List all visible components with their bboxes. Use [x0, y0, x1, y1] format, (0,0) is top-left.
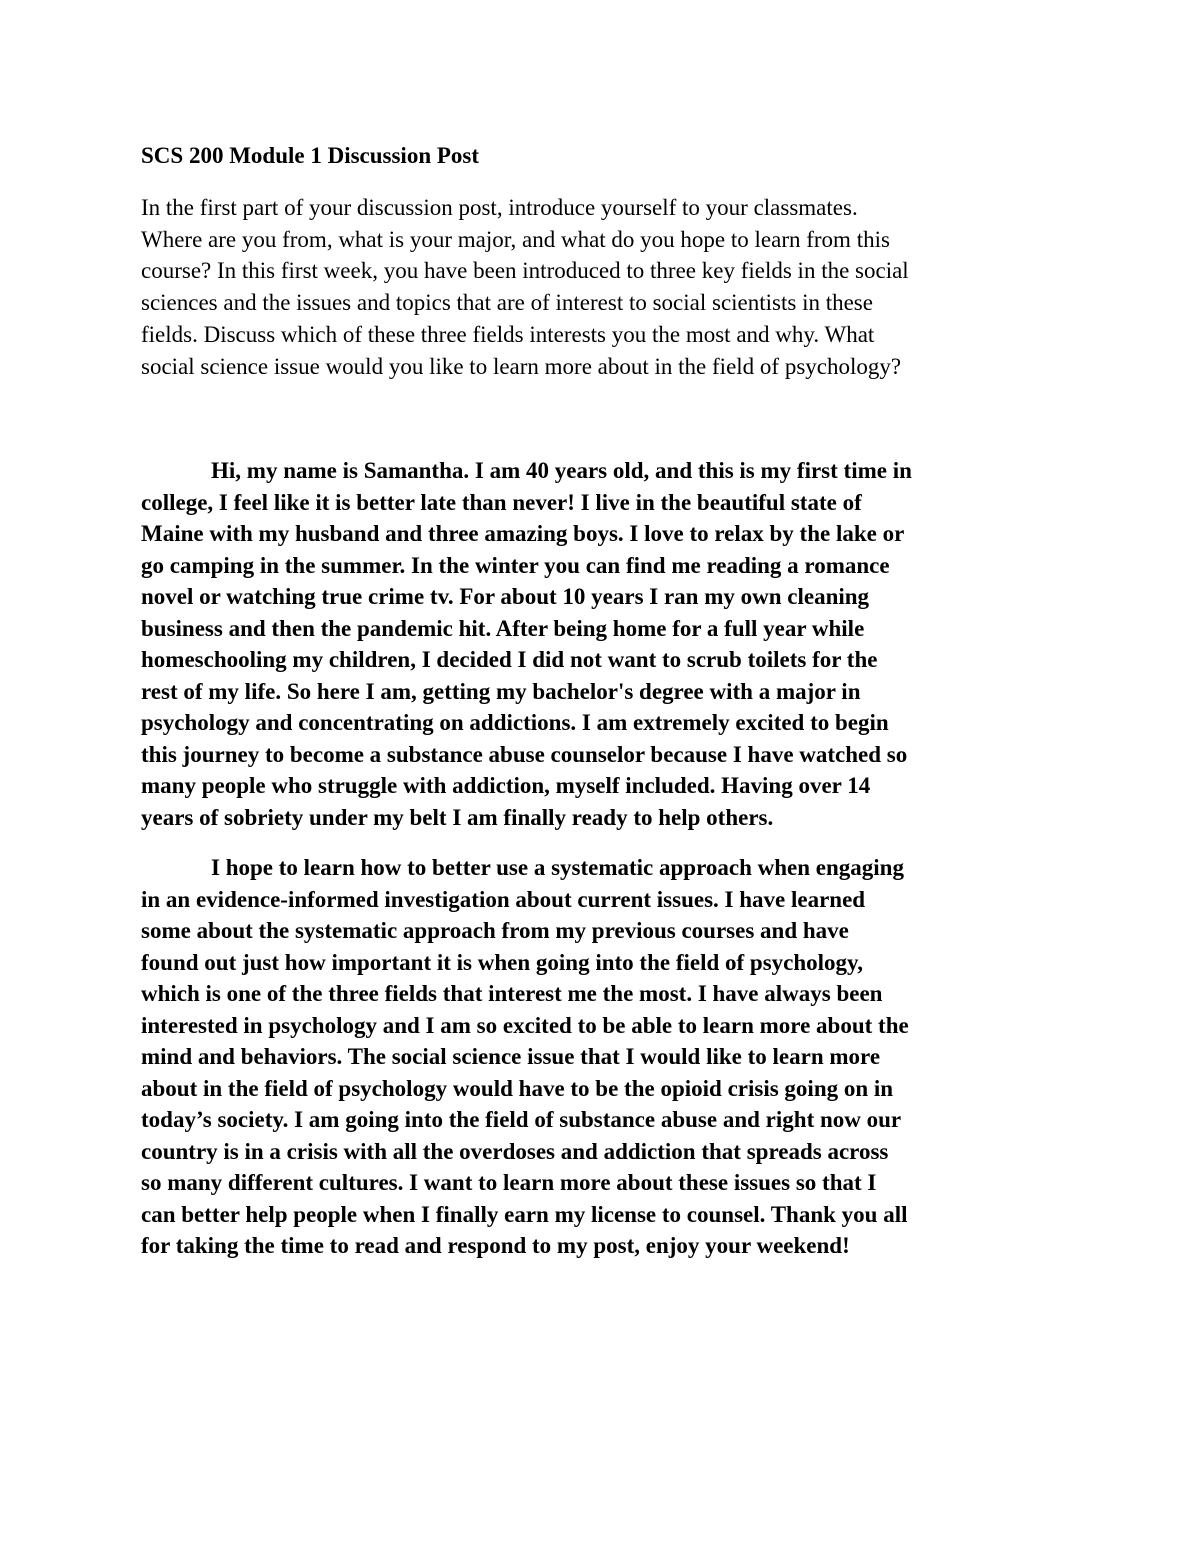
- response-line: some about the systematic approach from my previous courses and have: [141, 918, 849, 944]
- response-line: found out just how important it is when going into the field of psychology,: [141, 949, 864, 975]
- response-line: [141, 455, 1061, 487]
- response-line: in an evidence-informed investigation about current issues. I have learned: [141, 886, 866, 912]
- response-line: rest of my life. So here I am, getting my bachelor's degree with a major in: [141, 678, 861, 704]
- response-line: can better help people when I finally earn my license to counsel. Thank you all: [141, 1201, 908, 1227]
- prompt-line: fields. Discuss which of these three fields interests you the most and why. What: [141, 321, 875, 347]
- response-line: many people who struggle with addiction, myself included. Having over 14: [141, 773, 871, 799]
- response-line: about in the field of psychology would have to be the opioid crisis going on in: [141, 1075, 894, 1101]
- prompt-line: sciences and the issues and topics that are of interest to social scientists in these: [141, 290, 873, 316]
- response-line: which is one of the three fields that interest me the most. I have always been: [141, 981, 883, 1007]
- prompt-line: Where are you from, what is your major, and what do you hope to learn from this: [141, 226, 890, 252]
- discussion-prompt: [141, 192, 1061, 382]
- document-title: SCS 200 Module 1 Discussion Post: [141, 143, 480, 168]
- response-paragraph-introduction: [141, 455, 1061, 833]
- response-line: years of sobriety under my belt I am finally ready to help others.: [141, 804, 774, 830]
- response-line: psychology and concentrating on addictions. I am extremely excited to begin: [141, 710, 889, 736]
- prompt-line: In the first part of your discussion post, introduce yourself to your classmates.: [141, 195, 858, 220]
- response-line: [141, 852, 1061, 884]
- prompt-line: social science issue would you like to learn more about in the field of psychology?: [141, 353, 902, 379]
- document-content: [141, 140, 1061, 1262]
- response-line: this journey to become a substance abuse counselor because I have watched so: [141, 741, 908, 767]
- response-line: go camping in the summer. In the winter you can find me reading a romance: [141, 552, 890, 578]
- response-line: novel or watching true crime tv. For about 10 years I ran my own cleaning: [141, 584, 870, 610]
- response-line: Maine with my husband and three amazing boys. I love to relax by the lake or: [141, 521, 905, 547]
- response-line: today’s society. I am going into the field of substance abuse and right now our: [141, 1107, 902, 1133]
- response-paragraph-learning-goals: [141, 852, 1061, 1262]
- response-line-text: Hi, my name is Samantha. I am 40 years old, and this is my first time in: [211, 458, 912, 484]
- prompt-line: course? In this first week, you have been introduced to three key fields in the social: [141, 258, 909, 284]
- response-line: country is in a crisis with all the overdoses and addiction that spreads across: [141, 1138, 889, 1164]
- response-line: so many different cultures. I want to learn more about these issues so that I: [141, 1170, 877, 1196]
- response-line: homeschooling my children, I decided I did not want to scrub toilets for the: [141, 647, 878, 673]
- response-line: business and then the pandemic hit. After being home for a full year while: [141, 615, 865, 641]
- response-line: for taking the time to read and respond to my post, enjoy your weekend!: [141, 1233, 850, 1259]
- response-line: college, I feel like it is better late than never! I live in the beautiful state of: [141, 489, 862, 515]
- response-line: interested in psychology and I am so excited to be able to learn more about the: [141, 1012, 909, 1038]
- response-line-text: I hope to learn how to better use a systematic approach when engaging: [211, 855, 904, 881]
- response-line: mind and behaviors. The social science issue that I would like to learn more: [141, 1044, 881, 1070]
